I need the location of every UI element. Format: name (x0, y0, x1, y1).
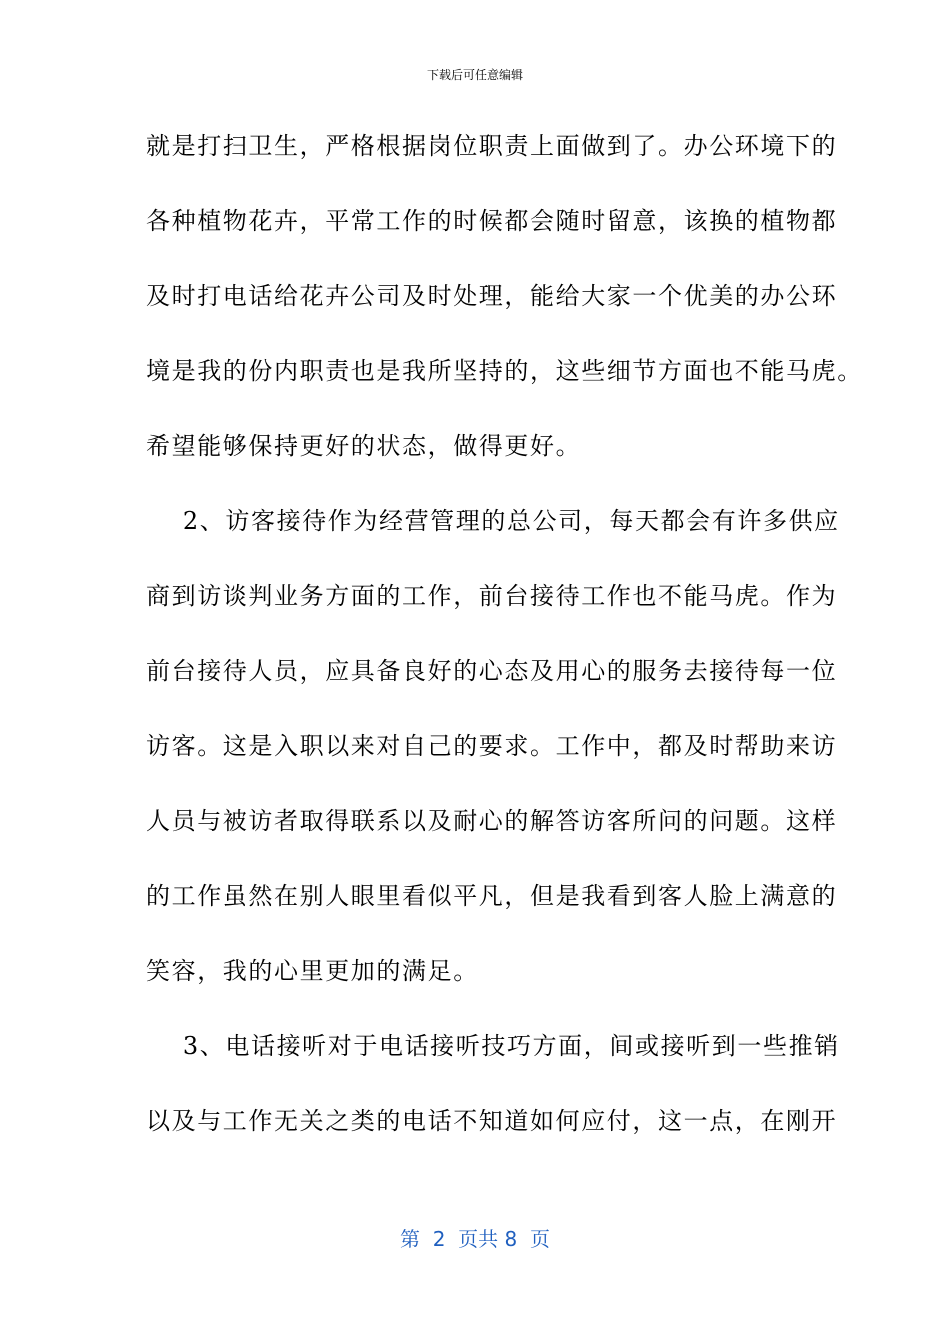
text-line: 的工作虽然在别人眼里看似平凡，但是我看到客人脸上满意的 (146, 882, 838, 910)
text-line: 3、电话接听对于电话接听技巧方面，间或接听到一些推销 (146, 1032, 840, 1060)
text-line: 2、访客接待作为经营管理的总公司，每天都会有许多供应 (146, 507, 840, 535)
text-line: 以及与工作无关之类的电话不知道如何应付，这一点，在刚开 (146, 1107, 838, 1135)
text-line: 各种植物花卉，平常工作的时候都会随时留意，该换的植物都 (146, 207, 838, 235)
text-line: 就是打扫卫生，严格根据岗位职责上面做到了。办公环境下的 (146, 132, 838, 160)
text-line: 前台接待人员，应具备良好的心态及用心的服务去接待每一位 (146, 657, 838, 685)
page-header: 下载后可任意编辑 (426, 68, 523, 82)
page-number-footer: 第 2 页共 8 页 (400, 1227, 550, 1251)
text-line: 笑容，我的心里更加的满足。 (146, 957, 479, 985)
text-line: 及时打电话给花卉公司及时处理，能给大家一个优美的办公环 (146, 282, 838, 310)
text-line: 访客。这是入职以来对自己的要求。工作中，都及时帮助来访 (146, 732, 838, 760)
text-line: 商到访谈判业务方面的工作，前台接待工作也不能马虎。作为 (146, 582, 838, 610)
text-line: 境是我的份内职责也是我所坚持的，这些细节方面也不能马虎。 (146, 357, 863, 385)
text-line: 人员与被访者取得联系以及耐心的解答访客所问的问题。这样 (146, 807, 838, 835)
document-body (146, 122, 863, 1172)
text-line: 希望能够保持更好的状态，做得更好。 (146, 432, 582, 460)
